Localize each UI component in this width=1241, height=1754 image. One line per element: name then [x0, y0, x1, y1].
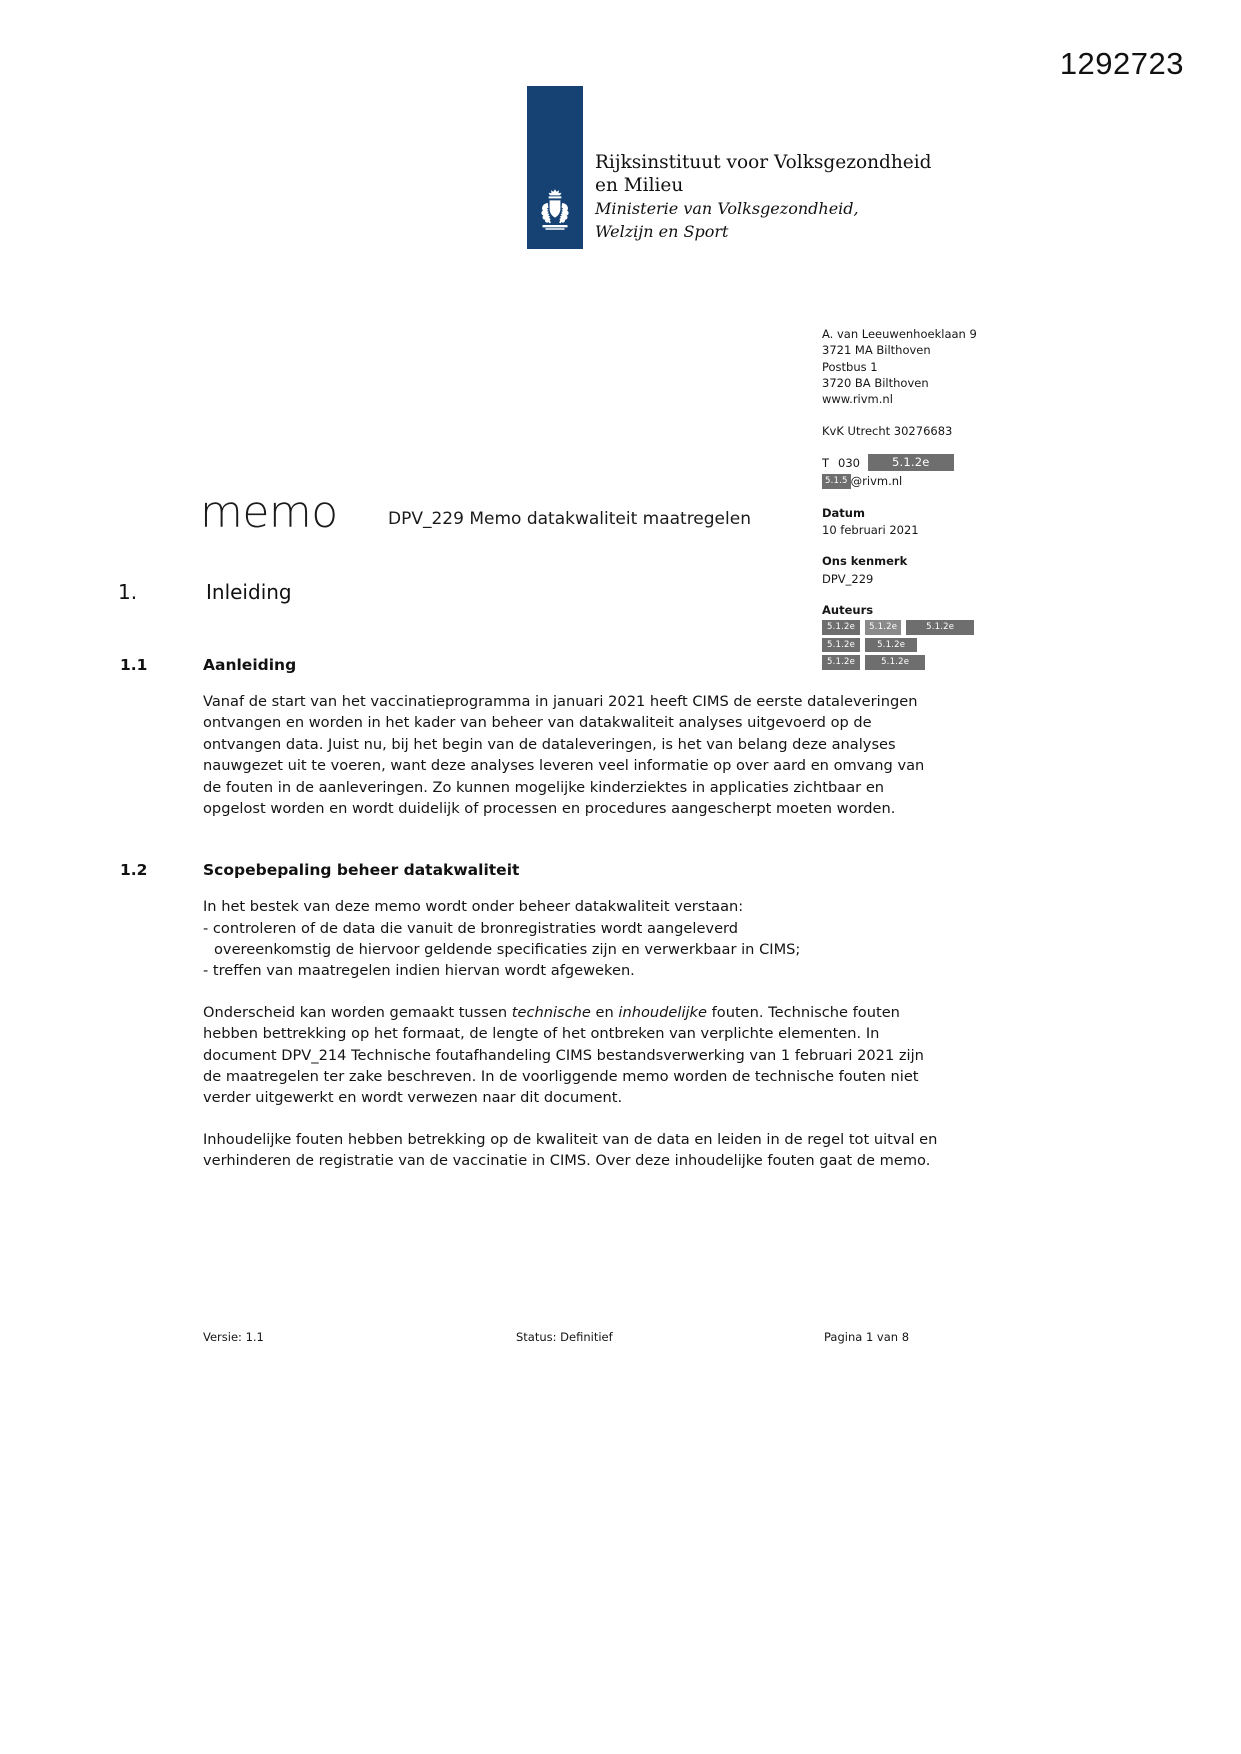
address-line: A. van Leeuwenhoeklaan 9 [822, 327, 977, 341]
spacer [822, 439, 1122, 454]
heading-12-number: 1.2 [120, 861, 148, 880]
kenmerk-label: Ons kenmerk [822, 554, 908, 569]
datum-label: Datum [822, 505, 865, 520]
heading-12-scopebepaling [0, 861, 1241, 879]
emphasis-technische: technische [511, 1003, 591, 1021]
address-line: Postbus 1 [822, 359, 878, 374]
para-part-3: fouten. Technische fouten hebben bettrekking op het formaat, de lengte of het ontbreken van verplichte elementen. In document DPV_214 Technische foutafhandeling CIMS bestandsverwerking van 1 februari 2021 zijn de maatregelen ter zake beschreven. In de voorliggende memo worden de technische fouten niet verder uitgewerkt en wordt verwezen naar dit document. [203, 1003, 924, 1107]
redacted-author: 5.1.2e [865, 638, 917, 653]
heading-1-number: 1. [118, 580, 138, 604]
paragraph-onderscheid [0, 1002, 1241, 1109]
kvk-number: KvK Utrecht 30276683 [822, 423, 953, 438]
spacer [822, 490, 1122, 505]
redacted-author: 5.1.2e [822, 620, 860, 635]
redacted-email-local: 5.1.5 [822, 474, 851, 489]
scope-definition-list [0, 896, 1241, 982]
logo-ministry-line-2: Welzijn en Sport [595, 222, 729, 242]
redacted-author: 5.1.2e [822, 655, 860, 670]
heading-1-text: Inleiding [206, 580, 292, 604]
footer-page-number: Pagina 1 van 8 [824, 1330, 910, 1344]
redacted-author: 5.1.2e [906, 620, 974, 635]
logo-line-1: Rijksinstituut voor Volksgezondheid [595, 152, 932, 174]
logo-ministry-line-1: Ministerie van Volksgezondheid, [595, 199, 859, 219]
redacted-author: 5.1.2e [865, 655, 925, 670]
rivm-logo [527, 86, 931, 249]
logo-text-block [595, 152, 931, 249]
spacer [0, 839, 1241, 861]
logo-line-2: en Milieu [595, 174, 684, 196]
auteurs-label: Auteurs [822, 603, 874, 618]
address-line: 3721 MA Bilthoven [822, 343, 931, 358]
emphasis-inhoudelijke: inhoudelijke [618, 1003, 707, 1021]
list-item: - controleren of de data die vanuit de bronregistraties wordt aangeleverd [203, 919, 739, 937]
redacted-phone: 5.1.2e [868, 454, 954, 472]
list-intro: In het bestek van deze memo wordt onder beheer datakwaliteit verstaan: [203, 898, 744, 916]
heading-11-aanleiding [0, 656, 1241, 674]
footer-status: Status: Definitief [516, 1330, 613, 1344]
memo-title: memo [200, 487, 338, 538]
dutch-coat-of-arms-icon [534, 187, 576, 235]
phone-prefix: T [822, 455, 830, 470]
paragraph-inhoudelijke-fouten: Inhoudelijke fouten hebben betrekking op de kwaliteit van de data en leiden in de regel tot uitval en verhinderen de registratie van de vaccinatie in CIMS. Over deze inhoudelijke fouten gaat de memo. [203, 1130, 938, 1169]
paragraph-aanleiding: Vanaf de start van het vaccinatieprogramma in januari 2021 heeft CIMS de eerste dataleveringen ontvangen en worden in het kader van beheer van datakwaliteit analyses uitgevoerd op de ontvangen data. Juist nu, bij het begin van de dataleveringen, is het van belang deze analyses nauwgezet uit te voeren, want deze analyses leveren veel informatie op over aard en omvang van de fouten in de aanleveringen. Zo kunnen mogelijke kinderziektes in applicaties zichtbaar en opgelost worden en wordt duidelijk of processen en procedures aangescherpt moeten worden. [203, 693, 925, 817]
list-item-continuation: overeenkomstig de hiervoor geldende specificaties zijn en verwerkbaar in CIMS; [214, 941, 801, 958]
heading-11-text: Aanleiding [203, 656, 297, 674]
datum-value: 10 februari 2021 [822, 523, 919, 538]
memo-subtitle: DPV_229 Memo datakwaliteit maatregelen [388, 509, 751, 529]
heading-11-number: 1.1 [120, 656, 148, 674]
logo-blue-bar [527, 86, 583, 249]
document-body [0, 580, 1241, 1191]
para-part-1: Onderscheid kan worden gemaakt tussen [203, 1003, 512, 1021]
list-item: - treffen van maatregelen indien hiervan wordt afgeweken. [203, 962, 635, 980]
footer-inner [0, 1330, 1241, 1350]
website-url[interactable]: www.rivm.nl [822, 392, 893, 407]
heading-1-inleiding [0, 580, 1241, 604]
heading-12-text: Scopebepaling beheer datakwaliteit [203, 861, 520, 880]
document-number: 1292723 [1059, 46, 1184, 81]
email-domain: @rivm.nl [850, 474, 903, 489]
redacted-author: 5.1.2e [822, 638, 860, 653]
phone-area-code: 030 [838, 455, 860, 470]
spacer [822, 538, 1122, 553]
spacer [822, 408, 1122, 423]
email-row [822, 473, 1122, 489]
phone-row [822, 454, 1122, 472]
address-block [822, 326, 1122, 408]
footer-version: Versie: 1.1 [203, 1330, 264, 1344]
kenmerk-value: DPV_229 [822, 571, 874, 586]
address-line: 3720 BA Bilthoven [822, 375, 929, 390]
para-part-2: en [590, 1003, 619, 1021]
redacted-author: 5.1.2e [865, 620, 901, 635]
page-footer [0, 1330, 1241, 1350]
